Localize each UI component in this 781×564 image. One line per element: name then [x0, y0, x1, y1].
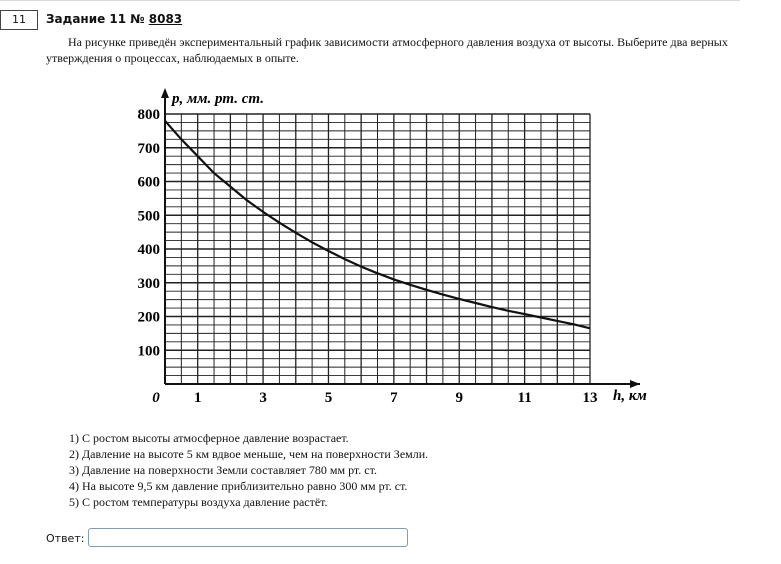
chart-ticks [138, 107, 598, 406]
option-5: 5) С ростом температуры воздуха давление растёт. [69, 495, 328, 509]
option-4: 4) На высоте 9,5 км давление приблизительно равно 300 мм рт. ст. [69, 479, 408, 493]
x-tick-label: 9 [455, 390, 463, 406]
option-2: 2) Давление на высоте 5 км вдвое меньше, чем на поверхности Земли. [69, 447, 429, 461]
y-tick-label: 300 [137, 275, 160, 292]
x-tick-label: 1 [193, 390, 202, 406]
y-tick-label: 100 [137, 343, 160, 360]
x-axis-arrow [630, 380, 640, 388]
task-title: Задание 11 № [46, 12, 145, 26]
top-divider [0, 0, 740, 1]
answer-label: Ответ: [46, 532, 85, 545]
y-tick-label: 600 [137, 174, 160, 191]
task-text: На рисунке приведён экспериментальный график зависимости атмосферного давления воздуха от высоты. Выберите два верных утверждения о процессах, наблюдаемых в опыте. [46, 35, 728, 65]
answer-options [69, 430, 428, 510]
y-axis-arrow [161, 88, 169, 98]
x-tick-label: 13 [582, 390, 598, 406]
pressure-altitude-chart [120, 88, 680, 410]
x-axis-label: h, км [613, 388, 647, 404]
task-header [46, 12, 182, 26]
task-id-link[interactable]: 8083 [148, 12, 183, 26]
x-tick-label: 3 [259, 390, 267, 406]
chart-grid [165, 114, 590, 384]
y-axis-label: p, мм. рт. ст. [172, 91, 264, 107]
option-1: 1) С ростом высоты атмосферное давление возрастает. [69, 431, 349, 445]
chart-axes [161, 88, 640, 388]
answer-input[interactable] [88, 528, 408, 547]
task-number-box: 11 [0, 10, 38, 30]
y-tick-label: 700 [137, 140, 160, 157]
y-tick-label: 400 [137, 242, 160, 258]
x-tick-label: 11 [517, 390, 532, 406]
x-tick-label: 5 [324, 390, 333, 406]
y-tick-label: 200 [137, 309, 160, 326]
x-tick-label: 7 [390, 390, 398, 406]
option-3: 3) Давление на поверхности Земли составляет 780 мм рт. ст. [69, 463, 377, 477]
y-tick-label: 800 [137, 107, 160, 123]
y-tick-label: 500 [137, 208, 160, 225]
x-tick-label: 0 [152, 390, 160, 406]
